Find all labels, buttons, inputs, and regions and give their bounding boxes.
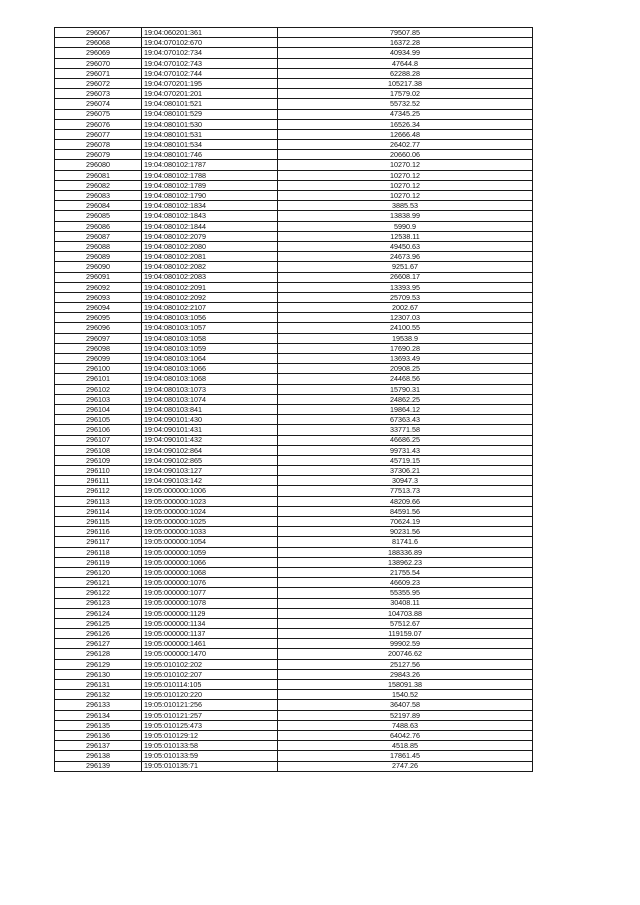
row-number-cell: 296136 <box>55 730 142 740</box>
table-row <box>55 109 533 119</box>
cadastral-number-cell: 19:04:070102:734 <box>142 48 278 58</box>
value-cell: 20908.25 <box>278 364 533 374</box>
table-row <box>55 99 533 109</box>
row-number-cell: 296111 <box>55 476 142 486</box>
cadastral-number-cell: 19:04:080102:2081 <box>142 252 278 262</box>
value-cell: 79507.85 <box>278 28 533 38</box>
row-number-cell: 296113 <box>55 496 142 506</box>
cadastral-number-cell: 19:05:010133:59 <box>142 751 278 761</box>
row-number-cell: 296126 <box>55 629 142 639</box>
table-row <box>55 476 533 486</box>
value-cell: 40934.99 <box>278 48 533 58</box>
value-cell: 16372.28 <box>278 38 533 48</box>
row-number-cell: 296112 <box>55 486 142 496</box>
table-row <box>55 38 533 48</box>
cadastral-number-cell: 19:04:080102:2082 <box>142 262 278 272</box>
row-number-cell: 296083 <box>55 191 142 201</box>
value-cell: 55355.95 <box>278 588 533 598</box>
row-number-cell: 296101 <box>55 374 142 384</box>
row-number-cell: 296086 <box>55 221 142 231</box>
value-cell: 200746.62 <box>278 649 533 659</box>
value-cell: 45719.15 <box>278 455 533 465</box>
value-cell: 19538.9 <box>278 333 533 343</box>
table-row <box>55 506 533 516</box>
table-row <box>55 680 533 690</box>
value-cell: 20660.06 <box>278 150 533 160</box>
cadastral-number-cell: 19:04:080103:1059 <box>142 343 278 353</box>
row-number-cell: 296098 <box>55 343 142 353</box>
table-row <box>55 262 533 272</box>
table-row <box>55 517 533 527</box>
cadastral-number-cell: 19:05:010114:105 <box>142 680 278 690</box>
cadastral-number-cell: 19:04:080102:1789 <box>142 180 278 190</box>
value-cell: 24862.25 <box>278 394 533 404</box>
cadastral-number-cell: 19:04:080102:2079 <box>142 231 278 241</box>
cadastral-number-cell: 19:04:090101:431 <box>142 425 278 435</box>
row-number-cell: 296132 <box>55 690 142 700</box>
row-number-cell: 296088 <box>55 241 142 251</box>
row-number-cell: 296106 <box>55 425 142 435</box>
cadastral-number-cell: 19:05:000000:1461 <box>142 639 278 649</box>
table-row <box>55 364 533 374</box>
table-row <box>55 323 533 333</box>
value-cell: 104703.88 <box>278 608 533 618</box>
cadastral-number-cell: 19:05:000000:1068 <box>142 567 278 577</box>
row-number-cell: 296121 <box>55 578 142 588</box>
row-number-cell: 296103 <box>55 394 142 404</box>
table-row <box>55 741 533 751</box>
row-number-cell: 296092 <box>55 282 142 292</box>
value-cell: 3885.53 <box>278 201 533 211</box>
table-row <box>55 282 533 292</box>
table-row <box>55 547 533 557</box>
value-cell: 10270.12 <box>278 170 533 180</box>
cadastral-number-cell: 19:05:010120:220 <box>142 690 278 700</box>
row-number-cell: 296089 <box>55 252 142 262</box>
value-cell: 9251.67 <box>278 262 533 272</box>
cadastral-number-cell: 19:04:090102:865 <box>142 455 278 465</box>
table-row <box>55 425 533 435</box>
cadastral-number-cell: 19:04:080102:1843 <box>142 211 278 221</box>
table-row <box>55 567 533 577</box>
row-number-cell: 296082 <box>55 180 142 190</box>
value-cell: 46609.23 <box>278 578 533 588</box>
value-cell: 47644.8 <box>278 58 533 68</box>
row-number-cell: 296125 <box>55 618 142 628</box>
cadastral-number-cell: 19:04:090103:142 <box>142 476 278 486</box>
value-cell: 81741.6 <box>278 537 533 547</box>
table-row <box>55 578 533 588</box>
value-cell: 49450.63 <box>278 241 533 251</box>
row-number-cell: 296084 <box>55 201 142 211</box>
table-row <box>55 415 533 425</box>
value-cell: 67363.43 <box>278 415 533 425</box>
cadastral-number-cell: 19:04:080101:534 <box>142 140 278 150</box>
cadastral-number-cell: 19:04:080102:2107 <box>142 303 278 313</box>
value-cell: 33771.58 <box>278 425 533 435</box>
value-cell: 46686.25 <box>278 435 533 445</box>
cadastral-number-cell: 19:05:010129:12 <box>142 730 278 740</box>
row-number-cell: 296107 <box>55 435 142 445</box>
cadastral-number-cell: 19:05:010121:257 <box>142 710 278 720</box>
value-cell: 55732.52 <box>278 99 533 109</box>
value-cell: 10270.12 <box>278 160 533 170</box>
row-number-cell: 296099 <box>55 354 142 364</box>
value-cell: 105217.38 <box>278 78 533 88</box>
cadastral-number-cell: 19:04:080102:2083 <box>142 272 278 282</box>
cadastral-number-cell: 19:04:080103:1066 <box>142 364 278 374</box>
table-row <box>55 150 533 160</box>
value-cell: 25709.53 <box>278 292 533 302</box>
table-row <box>55 211 533 221</box>
cadastral-number-cell: 19:05:010135:71 <box>142 761 278 771</box>
table-row <box>55 292 533 302</box>
cadastral-number-cell: 19:05:000000:1078 <box>142 598 278 608</box>
table-row <box>55 303 533 313</box>
row-number-cell: 296137 <box>55 741 142 751</box>
table-row <box>55 557 533 567</box>
cadastral-number-cell: 19:05:000000:1134 <box>142 618 278 628</box>
row-number-cell: 296091 <box>55 272 142 282</box>
cadastral-number-cell: 19:04:080102:2092 <box>142 292 278 302</box>
table-row <box>55 354 533 364</box>
value-cell: 13393.95 <box>278 282 533 292</box>
value-cell: 30408.11 <box>278 598 533 608</box>
table-row <box>55 537 533 547</box>
cadastral-number-cell: 19:04:080103:841 <box>142 404 278 414</box>
row-number-cell: 296108 <box>55 445 142 455</box>
table-row <box>55 160 533 170</box>
cadastral-number-cell: 19:04:070102:744 <box>142 68 278 78</box>
cadastral-number-cell: 19:05:000000:1066 <box>142 557 278 567</box>
cadastral-number-cell: 19:04:080102:1834 <box>142 201 278 211</box>
table-row <box>55 639 533 649</box>
table-row <box>55 700 533 710</box>
row-number-cell: 296114 <box>55 506 142 516</box>
table-row <box>55 445 533 455</box>
table-row <box>55 129 533 139</box>
value-cell: 47345.25 <box>278 109 533 119</box>
value-cell: 24468.56 <box>278 374 533 384</box>
row-number-cell: 296119 <box>55 557 142 567</box>
row-number-cell: 296097 <box>55 333 142 343</box>
row-number-cell: 296067 <box>55 28 142 38</box>
cadastral-number-cell: 19:04:080101:521 <box>142 99 278 109</box>
row-number-cell: 296116 <box>55 527 142 537</box>
cadastral-number-cell: 19:04:080103:1057 <box>142 323 278 333</box>
row-number-cell: 296118 <box>55 547 142 557</box>
table-row <box>55 486 533 496</box>
table-row <box>55 618 533 628</box>
row-number-cell: 296124 <box>55 608 142 618</box>
row-number-cell: 296093 <box>55 292 142 302</box>
value-cell: 29843.26 <box>278 669 533 679</box>
row-number-cell: 296122 <box>55 588 142 598</box>
row-number-cell: 296135 <box>55 720 142 730</box>
table-row <box>55 58 533 68</box>
table-row <box>55 435 533 445</box>
row-number-cell: 296071 <box>55 68 142 78</box>
row-number-cell: 296133 <box>55 700 142 710</box>
value-cell: 4518.85 <box>278 741 533 751</box>
value-cell: 12307.03 <box>278 313 533 323</box>
cadastral-number-cell: 19:05:000000:1077 <box>142 588 278 598</box>
table-row <box>55 252 533 262</box>
cadastral-number-cell: 19:04:070201:201 <box>142 89 278 99</box>
value-cell: 17861.45 <box>278 751 533 761</box>
table-row <box>55 180 533 190</box>
cadastral-number-cell: 19:04:080101:746 <box>142 150 278 160</box>
value-cell: 30947.3 <box>278 476 533 486</box>
table-row <box>55 78 533 88</box>
row-number-cell: 296076 <box>55 119 142 129</box>
value-cell: 62288.28 <box>278 68 533 78</box>
row-number-cell: 296134 <box>55 710 142 720</box>
cadastral-number-cell: 19:05:010102:207 <box>142 669 278 679</box>
cadastral-number-cell: 19:04:080101:529 <box>142 109 278 119</box>
cadastral-number-cell: 19:05:000000:1033 <box>142 527 278 537</box>
table-body <box>55 28 533 772</box>
table-row <box>55 629 533 639</box>
row-number-cell: 296073 <box>55 89 142 99</box>
cadastral-number-cell: 19:04:090102:864 <box>142 445 278 455</box>
cadastral-number-cell: 19:04:090101:432 <box>142 435 278 445</box>
row-number-cell: 296139 <box>55 761 142 771</box>
value-cell: 36407.58 <box>278 700 533 710</box>
table-row <box>55 730 533 740</box>
cadastral-number-cell: 19:05:000000:1076 <box>142 578 278 588</box>
row-number-cell: 296095 <box>55 313 142 323</box>
cadastral-number-cell: 19:04:060201:361 <box>142 28 278 38</box>
table-row <box>55 68 533 78</box>
value-cell: 10270.12 <box>278 191 533 201</box>
cadastral-number-cell: 19:04:090103:127 <box>142 466 278 476</box>
row-number-cell: 296115 <box>55 517 142 527</box>
table-row <box>55 669 533 679</box>
cadastral-number-cell: 19:04:080102:1788 <box>142 170 278 180</box>
value-cell: 158091.38 <box>278 680 533 690</box>
value-cell: 84591.56 <box>278 506 533 516</box>
row-number-cell: 296090 <box>55 262 142 272</box>
value-cell: 10270.12 <box>278 180 533 190</box>
row-number-cell: 296129 <box>55 659 142 669</box>
cadastral-number-cell: 19:05:000000:1054 <box>142 537 278 547</box>
cadastral-number-cell: 19:04:080103:1068 <box>142 374 278 384</box>
cadastral-number-cell: 19:04:080102:1787 <box>142 160 278 170</box>
table-row <box>55 343 533 353</box>
cadastral-number-cell: 19:04:070102:743 <box>142 58 278 68</box>
row-number-cell: 296109 <box>55 455 142 465</box>
cadastral-number-cell: 19:05:000000:1006 <box>142 486 278 496</box>
row-number-cell: 296077 <box>55 129 142 139</box>
table-row <box>55 466 533 476</box>
table-row <box>55 221 533 231</box>
cadastral-number-cell: 19:05:000000:1025 <box>142 517 278 527</box>
cadastral-number-cell: 19:04:080102:2080 <box>142 241 278 251</box>
table-row <box>55 720 533 730</box>
table-row <box>55 119 533 129</box>
value-cell: 26608.17 <box>278 272 533 282</box>
value-cell: 99731.43 <box>278 445 533 455</box>
row-number-cell: 296117 <box>55 537 142 547</box>
row-number-cell: 296100 <box>55 364 142 374</box>
row-number-cell: 296070 <box>55 58 142 68</box>
table-row <box>55 394 533 404</box>
cadastral-number-cell: 19:05:000000:1470 <box>142 649 278 659</box>
cadastral-number-cell: 19:05:000000:1023 <box>142 496 278 506</box>
cadastral-number-cell: 19:04:080103:1056 <box>142 313 278 323</box>
value-cell: 37306.21 <box>278 466 533 476</box>
table-row <box>55 710 533 720</box>
value-cell: 7488.63 <box>278 720 533 730</box>
table-row <box>55 404 533 414</box>
value-cell: 2747.26 <box>278 761 533 771</box>
row-number-cell: 296085 <box>55 211 142 221</box>
cadastral-number-cell: 19:05:010102:202 <box>142 659 278 669</box>
row-number-cell: 296069 <box>55 48 142 58</box>
cadastral-number-cell: 19:05:010121:256 <box>142 700 278 710</box>
row-number-cell: 296087 <box>55 231 142 241</box>
row-number-cell: 296128 <box>55 649 142 659</box>
row-number-cell: 296127 <box>55 639 142 649</box>
value-cell: 90231.56 <box>278 527 533 537</box>
table-row <box>55 751 533 761</box>
table-row <box>55 28 533 38</box>
row-number-cell: 296110 <box>55 466 142 476</box>
table-row <box>55 333 533 343</box>
row-number-cell: 296068 <box>55 38 142 48</box>
table-row <box>55 761 533 771</box>
value-cell: 188336.89 <box>278 547 533 557</box>
value-cell: 119159.07 <box>278 629 533 639</box>
cadastral-number-cell: 19:05:010133:58 <box>142 741 278 751</box>
cadastral-number-cell: 19:04:070201:195 <box>142 78 278 88</box>
table-row <box>55 48 533 58</box>
table-row <box>55 496 533 506</box>
table-row <box>55 455 533 465</box>
row-number-cell: 296138 <box>55 751 142 761</box>
row-number-cell: 296130 <box>55 669 142 679</box>
cadastral-number-cell: 19:04:090101:430 <box>142 415 278 425</box>
table-row <box>55 608 533 618</box>
cadastral-number-cell: 19:04:080103:1058 <box>142 333 278 343</box>
row-number-cell: 296104 <box>55 404 142 414</box>
value-cell: 99902.59 <box>278 639 533 649</box>
table-row <box>55 201 533 211</box>
table-row <box>55 272 533 282</box>
value-cell: 5990.9 <box>278 221 533 231</box>
cadastral-number-cell: 19:05:010125:473 <box>142 720 278 730</box>
row-number-cell: 296074 <box>55 99 142 109</box>
value-cell: 24673.96 <box>278 252 533 262</box>
cadastral-number-cell: 19:04:080102:1790 <box>142 191 278 201</box>
cadastral-number-cell: 19:04:080103:1074 <box>142 394 278 404</box>
row-number-cell: 296120 <box>55 567 142 577</box>
value-cell: 15790.31 <box>278 384 533 394</box>
value-cell: 1540.52 <box>278 690 533 700</box>
value-cell: 12666.48 <box>278 129 533 139</box>
table-row <box>55 191 533 201</box>
value-cell: 21755.54 <box>278 567 533 577</box>
table-row <box>55 140 533 150</box>
table-row <box>55 527 533 537</box>
value-cell: 52197.89 <box>278 710 533 720</box>
cadastral-number-cell: 19:04:080103:1073 <box>142 384 278 394</box>
cadastral-number-cell: 19:04:080101:530 <box>142 119 278 129</box>
row-number-cell: 296123 <box>55 598 142 608</box>
row-number-cell: 296081 <box>55 170 142 180</box>
table-row <box>55 598 533 608</box>
row-number-cell: 296072 <box>55 78 142 88</box>
table-row <box>55 241 533 251</box>
row-number-cell: 296094 <box>55 303 142 313</box>
cadastral-number-cell: 19:05:000000:1137 <box>142 629 278 639</box>
value-cell: 138962.23 <box>278 557 533 567</box>
value-cell: 57512.67 <box>278 618 533 628</box>
value-cell: 70624.19 <box>278 517 533 527</box>
table-row <box>55 384 533 394</box>
row-number-cell: 296102 <box>55 384 142 394</box>
row-number-cell: 296131 <box>55 680 142 690</box>
value-cell: 12538.11 <box>278 231 533 241</box>
value-cell: 13693.49 <box>278 354 533 364</box>
value-cell: 2002.67 <box>278 303 533 313</box>
value-cell: 24100.55 <box>278 323 533 333</box>
value-cell: 77513.73 <box>278 486 533 496</box>
table-row <box>55 231 533 241</box>
cadastral-number-cell: 19:05:000000:1059 <box>142 547 278 557</box>
table-row <box>55 588 533 598</box>
row-number-cell: 296096 <box>55 323 142 333</box>
cadastral-number-cell: 19:04:070102:670 <box>142 38 278 48</box>
cadastral-value-table <box>54 27 533 772</box>
table-row <box>55 313 533 323</box>
table-row <box>55 649 533 659</box>
value-cell: 13838.99 <box>278 211 533 221</box>
cadastral-number-cell: 19:05:000000:1024 <box>142 506 278 516</box>
cadastral-number-cell: 19:04:080101:531 <box>142 129 278 139</box>
value-cell: 17579.02 <box>278 89 533 99</box>
table-row <box>55 170 533 180</box>
value-cell: 25127.56 <box>278 659 533 669</box>
row-number-cell: 296080 <box>55 160 142 170</box>
cadastral-number-cell: 19:04:080102:2091 <box>142 282 278 292</box>
table-row <box>55 690 533 700</box>
value-cell: 17690.28 <box>278 343 533 353</box>
value-cell: 16526.34 <box>278 119 533 129</box>
value-cell: 64042.76 <box>278 730 533 740</box>
row-number-cell: 296078 <box>55 140 142 150</box>
table-row <box>55 89 533 99</box>
row-number-cell: 296105 <box>55 415 142 425</box>
value-cell: 26402.77 <box>278 140 533 150</box>
cadastral-number-cell: 19:04:080103:1064 <box>142 354 278 364</box>
row-number-cell: 296075 <box>55 109 142 119</box>
table-row <box>55 659 533 669</box>
cadastral-number-cell: 19:04:080102:1844 <box>142 221 278 231</box>
table-row <box>55 374 533 384</box>
row-number-cell: 296079 <box>55 150 142 160</box>
value-cell: 48209.66 <box>278 496 533 506</box>
cadastral-number-cell: 19:05:000000:1129 <box>142 608 278 618</box>
value-cell: 19864.12 <box>278 404 533 414</box>
